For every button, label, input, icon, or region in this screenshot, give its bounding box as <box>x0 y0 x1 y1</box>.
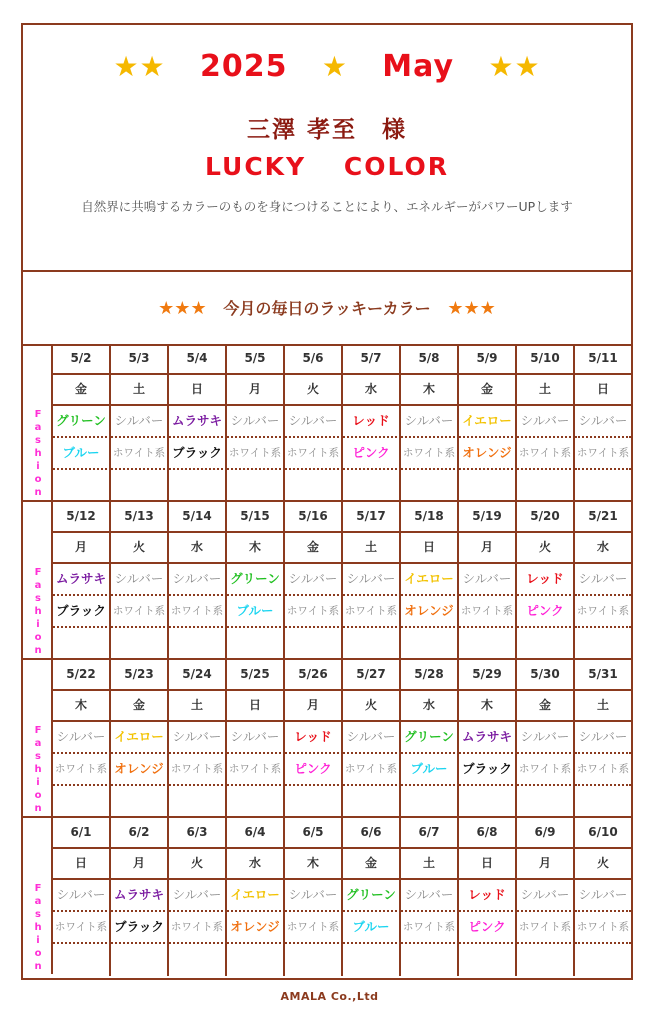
date-cell: 6/7 <box>401 818 459 849</box>
star-icon: ★★★ <box>158 298 207 319</box>
lucky-color-cell: グリーン <box>227 564 285 596</box>
date-cell: 5/14 <box>169 502 227 533</box>
lucky-color-cell: ホワイト系 <box>343 596 401 628</box>
weekday-cell: 土 <box>575 691 631 722</box>
weekday-cell: 月 <box>285 691 343 722</box>
date-cell: 5/28 <box>401 660 459 691</box>
empty-cell <box>169 470 227 502</box>
lucky-color-cell: ムラサキ <box>111 880 169 912</box>
lucky-color-cell: オレンジ <box>111 754 169 786</box>
lucky-color-cell: ムラサキ <box>459 722 517 754</box>
lucky-color-cell: ホワイト系 <box>169 912 227 944</box>
date-cell: 5/15 <box>227 502 285 533</box>
weekday-cell: 金 <box>517 691 575 722</box>
lucky-color-cell: シルバー <box>517 880 575 912</box>
date-cell: 5/17 <box>343 502 401 533</box>
weekday-cell: 月 <box>53 533 111 564</box>
lucky-color-cell: シルバー <box>111 564 169 596</box>
empty-cell <box>227 470 285 502</box>
date-cell: 6/8 <box>459 818 517 849</box>
lucky-color-cell: ムラサキ <box>53 564 111 596</box>
empty-cell <box>285 944 343 976</box>
empty-cell <box>575 470 631 502</box>
year-text: 2025 <box>199 49 288 84</box>
date-cell: 5/23 <box>111 660 169 691</box>
empty-cell <box>517 786 575 818</box>
lucky-color-cell: ブラック <box>169 438 227 470</box>
lucky-color-cell: ムラサキ <box>169 406 227 438</box>
lucky-color-cell: ホワイト系 <box>459 596 517 628</box>
weekday-cell: 水 <box>343 375 401 406</box>
lucky-color-cell: ブラック <box>459 754 517 786</box>
date-cell: 5/8 <box>401 344 459 375</box>
date-cell: 5/11 <box>575 344 631 375</box>
lucky-color-cell: ブラック <box>53 596 111 628</box>
lucky-color-cell: オレンジ <box>227 912 285 944</box>
lucky-color-cell: イエロー <box>111 722 169 754</box>
lucky-color-cell: シルバー <box>285 880 343 912</box>
empty-cell <box>459 786 517 818</box>
lucky-color-cell: ホワイト系 <box>227 754 285 786</box>
empty-cell <box>459 628 517 660</box>
lucky-color-cell: シルバー <box>575 406 631 438</box>
empty-cell <box>53 786 111 818</box>
lucky-color-cell: ホワイト系 <box>401 438 459 470</box>
date-cell: 5/12 <box>53 502 111 533</box>
date-cell: 6/6 <box>343 818 401 849</box>
empty-cell <box>111 786 169 818</box>
weekday-cell: 火 <box>111 533 169 564</box>
lucky-color-cell: イエロー <box>227 880 285 912</box>
lucky-color-cell: シルバー <box>575 564 631 596</box>
month-title <box>23 49 631 84</box>
empty-cell <box>401 786 459 818</box>
lucky-color-cell: ブラック <box>111 912 169 944</box>
week-block <box>23 818 631 974</box>
month-text: May <box>382 49 455 84</box>
lucky-color-cell: ホワイト系 <box>401 912 459 944</box>
date-cell: 6/9 <box>517 818 575 849</box>
empty-cell <box>343 628 401 660</box>
empty-cell <box>169 944 227 976</box>
lucky-color-cell: シルバー <box>53 880 111 912</box>
lucky-color-cell: グリーン <box>401 722 459 754</box>
recipient-name: 三澤 孝至 様 <box>246 117 407 143</box>
empty-cell <box>285 786 343 818</box>
lucky-color-cell: ホワイト系 <box>53 912 111 944</box>
calendar-grid <box>23 344 631 974</box>
weekday-cell: 日 <box>169 375 227 406</box>
lucky-color-cell: オレンジ <box>401 596 459 628</box>
lucky-color-cell: レッド <box>459 880 517 912</box>
lucky-color-cell: ホワイト系 <box>575 754 631 786</box>
lucky-color-cell: シルバー <box>459 564 517 596</box>
lucky-color-cell: シルバー <box>169 880 227 912</box>
date-cell: 5/20 <box>517 502 575 533</box>
lucky-color-cell: ホワイト系 <box>111 438 169 470</box>
date-cell: 5/16 <box>285 502 343 533</box>
fashion-label: F a s h i o n <box>34 883 42 972</box>
empty-cell <box>517 628 575 660</box>
star-icon: ★ <box>321 50 348 83</box>
lucky-color-cell: イエロー <box>401 564 459 596</box>
lucky-color-cell: シルバー <box>53 722 111 754</box>
weekday-cell: 火 <box>575 849 631 880</box>
date-cell: 5/27 <box>343 660 401 691</box>
empty-cell <box>343 944 401 976</box>
weekday-cell: 日 <box>401 533 459 564</box>
date-cell: 6/2 <box>111 818 169 849</box>
lucky-color-calendar <box>21 23 633 980</box>
empty-cell <box>111 944 169 976</box>
date-cell: 5/19 <box>459 502 517 533</box>
date-cell: 5/3 <box>111 344 169 375</box>
description-text: 自然界に共鳴するカラーのものを身につけることにより、エネルギーがパワーUPします <box>81 199 573 214</box>
lucky-color-cell: ホワイト系 <box>285 596 343 628</box>
date-cell: 6/10 <box>575 818 631 849</box>
weekday-cell: 金 <box>53 375 111 406</box>
lucky-color-cell: ホワイト系 <box>285 912 343 944</box>
empty-cell <box>343 786 401 818</box>
calendar-header <box>23 25 631 272</box>
empty-cell <box>459 944 517 976</box>
lucky-color-cell: シルバー <box>575 880 631 912</box>
weekday-cell: 木 <box>285 849 343 880</box>
star-icon: ★★ <box>113 50 166 83</box>
lucky-color-cell: シルバー <box>285 564 343 596</box>
lucky-color-cell: ホワイト系 <box>111 596 169 628</box>
lucky-color-cell: ホワイト系 <box>575 912 631 944</box>
weekday-cell: 木 <box>459 691 517 722</box>
lucky-color-cell: ホワイト系 <box>169 754 227 786</box>
lucky-color-cell: オレンジ <box>459 438 517 470</box>
date-cell: 5/6 <box>285 344 343 375</box>
empty-cell <box>53 628 111 660</box>
weekday-cell: 土 <box>517 375 575 406</box>
lucky-color-cell: グリーン <box>343 880 401 912</box>
weekday-cell: 火 <box>169 849 227 880</box>
empty-cell <box>575 628 631 660</box>
lucky-color-cell: シルバー <box>343 722 401 754</box>
lucky-color-cell: ホワイト系 <box>343 754 401 786</box>
date-cell: 5/24 <box>169 660 227 691</box>
weekday-cell: 火 <box>517 533 575 564</box>
empty-cell <box>53 944 111 976</box>
empty-cell <box>575 786 631 818</box>
lucky-color-cell: シルバー <box>401 406 459 438</box>
date-cell: 5/26 <box>285 660 343 691</box>
empty-cell <box>111 628 169 660</box>
lucky-color-cell: イエロー <box>459 406 517 438</box>
lucky-color-cell: レッド <box>517 564 575 596</box>
empty-cell <box>285 470 343 502</box>
date-cell: 5/4 <box>169 344 227 375</box>
lucky-color-cell: ピンク <box>517 596 575 628</box>
empty-cell <box>53 470 111 502</box>
weekday-cell: 月 <box>459 533 517 564</box>
empty-cell <box>227 628 285 660</box>
lucky-color-cell: シルバー <box>169 564 227 596</box>
lucky-color-cell: ホワイト系 <box>53 754 111 786</box>
lucky-color-cell: ホワイト系 <box>517 912 575 944</box>
lucky-color-cell: シルバー <box>111 406 169 438</box>
weekday-cell: 日 <box>227 691 285 722</box>
week-block <box>23 660 631 818</box>
fashion-label: F a s h i o n <box>34 725 42 814</box>
weekday-cell: 月 <box>227 375 285 406</box>
lucky-color-cell: シルバー <box>169 722 227 754</box>
weekday-cell: 金 <box>111 691 169 722</box>
date-cell: 5/22 <box>53 660 111 691</box>
lucky-color-cell: ブルー <box>401 754 459 786</box>
weekday-cell: 土 <box>343 533 401 564</box>
lucky-color-cell: シルバー <box>343 564 401 596</box>
daily-section-header <box>23 270 631 346</box>
empty-cell <box>575 944 631 976</box>
fashion-label: F a s h i o n <box>34 409 42 498</box>
weekday-cell: 土 <box>401 849 459 880</box>
date-cell: 5/2 <box>53 344 111 375</box>
weekday-cell: 木 <box>227 533 285 564</box>
weekday-cell: 日 <box>459 849 517 880</box>
weekday-cell: 日 <box>53 849 111 880</box>
lucky-color-cell: シルバー <box>575 722 631 754</box>
fashion-side-column <box>23 502 53 658</box>
lucky-color-cell: シルバー <box>517 406 575 438</box>
lucky-color-cell: ホワイト系 <box>285 438 343 470</box>
date-cell: 6/5 <box>285 818 343 849</box>
fashion-side-column <box>23 818 53 974</box>
lucky-color-cell: ホワイト系 <box>169 596 227 628</box>
lucky-color-cell: シルバー <box>285 406 343 438</box>
empty-cell <box>401 470 459 502</box>
date-cell: 5/25 <box>227 660 285 691</box>
lucky-color-cell: シルバー <box>401 880 459 912</box>
daily-title-text: 今月の毎日のラッキーカラー <box>223 299 431 318</box>
lucky-color-cell: ピンク <box>285 754 343 786</box>
lucky-color-cell: ホワイト系 <box>517 438 575 470</box>
lucky-color-cell: グリーン <box>53 406 111 438</box>
weekday-cell: 木 <box>53 691 111 722</box>
date-cell: 5/13 <box>111 502 169 533</box>
week-block <box>23 502 631 660</box>
lucky-color-cell: ブルー <box>343 912 401 944</box>
empty-cell <box>517 470 575 502</box>
date-cell: 6/3 <box>169 818 227 849</box>
fashion-side-column <box>23 660 53 816</box>
lucky-color-cell: ホワイト系 <box>227 438 285 470</box>
date-cell: 6/1 <box>53 818 111 849</box>
lucky-color-cell: レッド <box>343 406 401 438</box>
weekday-cell: 水 <box>401 691 459 722</box>
fashion-side-column <box>23 344 53 500</box>
weekday-cell: 木 <box>401 375 459 406</box>
weekday-cell: 火 <box>343 691 401 722</box>
lucky-color-cell: ホワイト系 <box>517 754 575 786</box>
lucky-color-cell: ピンク <box>343 438 401 470</box>
empty-cell <box>111 470 169 502</box>
date-cell: 5/31 <box>575 660 631 691</box>
lucky-color-title: LUCKY COLOR <box>204 152 449 181</box>
empty-cell <box>285 628 343 660</box>
lucky-color-cell: シルバー <box>517 722 575 754</box>
empty-cell <box>227 944 285 976</box>
empty-cell <box>169 786 227 818</box>
date-cell: 5/7 <box>343 344 401 375</box>
weekday-cell: 水 <box>575 533 631 564</box>
weekday-cell: 土 <box>111 375 169 406</box>
company-footer: AMALA Co.,Ltd <box>280 990 379 1003</box>
week-block <box>23 344 631 502</box>
empty-cell <box>227 786 285 818</box>
date-cell: 5/21 <box>575 502 631 533</box>
weekday-cell: 金 <box>343 849 401 880</box>
date-cell: 5/30 <box>517 660 575 691</box>
weekday-cell: 火 <box>285 375 343 406</box>
lucky-color-cell: レッド <box>285 722 343 754</box>
star-icon: ★★★ <box>447 298 496 319</box>
fashion-label: F a s h i o n <box>34 567 42 656</box>
weekday-cell: 水 <box>169 533 227 564</box>
weekday-cell: 金 <box>459 375 517 406</box>
date-cell: 5/10 <box>517 344 575 375</box>
empty-cell <box>517 944 575 976</box>
date-cell: 5/29 <box>459 660 517 691</box>
lucky-color-cell: ホワイト系 <box>575 596 631 628</box>
empty-cell <box>459 470 517 502</box>
star-icon: ★★ <box>488 50 541 83</box>
daily-section-title <box>23 296 631 319</box>
weekday-cell: 水 <box>227 849 285 880</box>
date-cell: 6/4 <box>227 818 285 849</box>
lucky-color-cell: ピンク <box>459 912 517 944</box>
date-cell: 5/18 <box>401 502 459 533</box>
empty-cell <box>343 470 401 502</box>
date-cell: 5/9 <box>459 344 517 375</box>
weekday-cell: 月 <box>517 849 575 880</box>
lucky-color-cell: ブルー <box>227 596 285 628</box>
empty-cell <box>401 628 459 660</box>
lucky-color-cell: シルバー <box>227 722 285 754</box>
weekday-cell: 月 <box>111 849 169 880</box>
weekday-cell: 土 <box>169 691 227 722</box>
empty-cell <box>169 628 227 660</box>
lucky-color-cell: シルバー <box>227 406 285 438</box>
date-cell: 5/5 <box>227 344 285 375</box>
empty-cell <box>401 944 459 976</box>
weekday-cell: 日 <box>575 375 631 406</box>
lucky-color-cell: ブルー <box>53 438 111 470</box>
weekday-cell: 金 <box>285 533 343 564</box>
lucky-color-cell: ホワイト系 <box>575 438 631 470</box>
